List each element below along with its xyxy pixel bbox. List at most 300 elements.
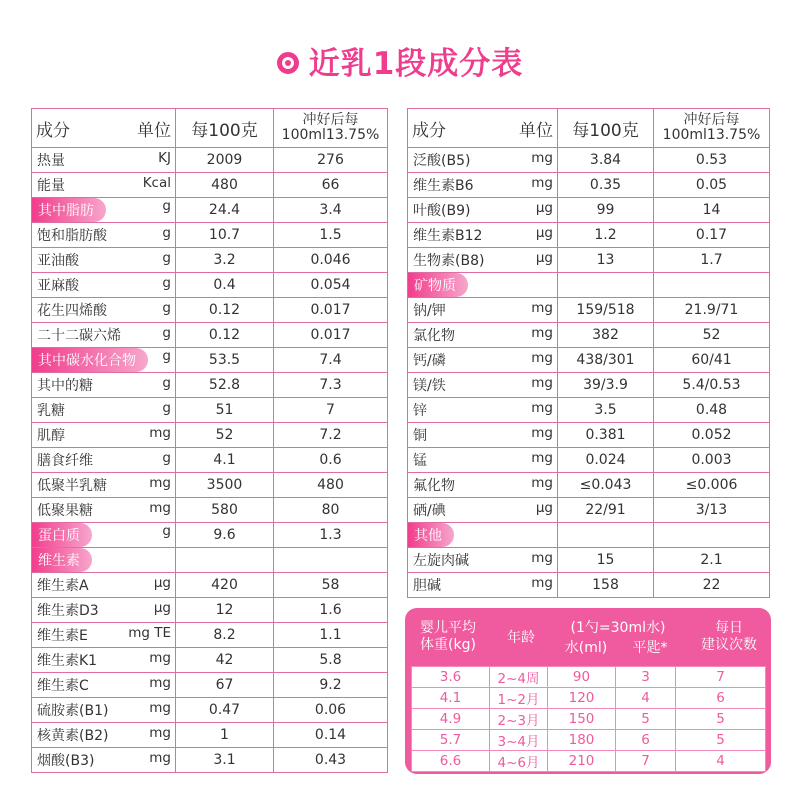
nutrient-name-text: 氯化物 (413, 328, 455, 344)
value-per-100ml: 1.3 (274, 523, 388, 548)
table-header-row (408, 109, 770, 148)
value-per-100ml: 14 (654, 198, 770, 223)
value-per-100g: 12 (176, 598, 274, 623)
value-per-100g: 39/3.9 (558, 373, 654, 398)
value-per-100g: 15 (558, 548, 654, 573)
nutrient-name-text: 热量 (37, 153, 65, 169)
value-per-100ml: 7.3 (274, 373, 388, 398)
nutrient-unit: mg (531, 575, 553, 591)
nutrient-name (32, 473, 176, 498)
nutrient-unit: g (162, 275, 171, 291)
value-per-100g: 159/518 (558, 298, 654, 323)
table-row (32, 573, 388, 598)
nutrient-name (32, 623, 176, 648)
value-per-100ml: 0.43 (274, 748, 388, 773)
feeding-age: 2~3月 (490, 709, 548, 730)
header-times (689, 620, 769, 654)
section-label (32, 348, 176, 373)
value-per-100ml: 21.9/71 (654, 298, 770, 323)
nutrient-unit: µg (153, 575, 171, 591)
nutrient-name (32, 648, 176, 673)
feeding-water: 120 (548, 688, 616, 709)
nutrient-unit: mg (149, 475, 171, 491)
nutrient-name-text: 维生素B12 (413, 228, 483, 244)
value-per-100g: 1 (176, 723, 274, 748)
nutrient-name-text: 胆碱 (413, 578, 441, 594)
value-per-100g: 0.12 (176, 298, 274, 323)
nutrient-name-text: 乳糖 (37, 403, 65, 419)
nutrient-name-text: 硒/碘 (413, 503, 446, 519)
table-row (32, 348, 388, 373)
nutrient-name-text: 核黄素(B2) (37, 728, 109, 744)
nutrient-name (32, 673, 176, 698)
feeding-weight: 6.6 (412, 751, 490, 772)
nutrient-name-text: 钙/磷 (413, 353, 446, 369)
nutrient-name (32, 573, 176, 598)
nutrient-unit: mg (149, 725, 171, 741)
nutrient-name-text: 膳食纤维 (37, 453, 93, 469)
nutrient-unit: mg (149, 750, 171, 766)
table-row (32, 273, 388, 298)
table-row (408, 298, 770, 323)
nutrient-unit: mg (149, 500, 171, 516)
feeding-age: 2~4周 (490, 667, 548, 688)
value-per-100ml: 0.003 (654, 448, 770, 473)
table-row (32, 198, 388, 223)
feeding-weight: 4.1 (412, 688, 490, 709)
nutrient-name-text: 铜 (413, 428, 427, 444)
value-per-100g: ≤0.043 (558, 473, 654, 498)
nutrient-unit: g (162, 523, 171, 539)
nutrient-unit: g (162, 400, 171, 416)
table-row (32, 748, 388, 773)
nutrient-unit: mg (531, 300, 553, 316)
value-per-100g: 67 (176, 673, 274, 698)
feeding-guide-panel (405, 608, 771, 774)
table-row (32, 548, 388, 573)
nutrient-name-text: 亚油酸 (37, 253, 79, 269)
nutrient-name (408, 548, 558, 573)
value-per-100ml: 3/13 (654, 498, 770, 523)
value-per-100ml (654, 273, 770, 298)
feeding-times: 5 (676, 730, 766, 751)
table-row (32, 398, 388, 423)
value-per-100ml: 1.1 (274, 623, 388, 648)
value-per-100g (176, 548, 274, 573)
table-row (412, 730, 766, 751)
section-label (408, 273, 558, 298)
nutrient-unit: mg (531, 450, 553, 466)
value-per-100g: 382 (558, 323, 654, 348)
header-times-line2: 建议次数 (701, 637, 757, 653)
value-per-100ml: 7.4 (274, 348, 388, 373)
header-name-unit-cell (32, 109, 176, 148)
table-row (408, 423, 770, 448)
table-row (408, 198, 770, 223)
value-per-100ml: 9.2 (274, 673, 388, 698)
header-prepared-line1: 冲好后每 (683, 112, 740, 128)
table-row (408, 473, 770, 498)
nutrient-name (408, 198, 558, 223)
feeding-times: 5 (676, 709, 766, 730)
header-unit: 单位 (519, 120, 553, 141)
nutrient-unit: mg (531, 550, 553, 566)
table-row (32, 298, 388, 323)
table-row (412, 667, 766, 688)
section-label (408, 523, 558, 548)
value-per-100g: 4.1 (176, 448, 274, 473)
nutrient-name-text: 低聚果糖 (37, 503, 93, 519)
value-per-100ml: 0.046 (274, 248, 388, 273)
nutrient-name (408, 298, 558, 323)
nutrient-name (32, 448, 176, 473)
section-pill: 其中脂肪 (32, 198, 106, 222)
nutrient-name-text: 氟化物 (413, 478, 455, 494)
nutrient-name (32, 248, 176, 273)
nutrient-name-text: 左旋肉碱 (413, 553, 469, 569)
value-per-100ml: 5.4/0.53 (654, 373, 770, 398)
header-prepared-line2: 100ml13.75% (281, 127, 380, 143)
nutrient-name (408, 248, 558, 273)
table-row (32, 498, 388, 523)
nutrient-unit: mg (149, 425, 171, 441)
nutrient-name (32, 173, 176, 198)
table-row (32, 148, 388, 173)
table-row (408, 373, 770, 398)
nutrient-name-text: 花生四烯酸 (37, 303, 107, 319)
nutrient-name (32, 223, 176, 248)
nutrient-name-text: 锰 (413, 453, 427, 469)
nutrient-name-text: 硫胺素(B1) (37, 703, 109, 719)
nutrient-name-text: 维生素K1 (37, 653, 98, 669)
value-per-100ml: 0.05 (654, 173, 770, 198)
value-per-100ml (654, 523, 770, 548)
nutrient-name (32, 273, 176, 298)
table-row (408, 273, 770, 298)
value-per-100g: 52.8 (176, 373, 274, 398)
nutrient-name-text: 钠/钾 (413, 303, 446, 319)
nutrient-unit: mg (149, 700, 171, 716)
value-per-100g: 580 (176, 498, 274, 523)
value-per-100ml: 0.17 (654, 223, 770, 248)
header-prepared-line2: 100ml13.75% (662, 127, 761, 143)
value-per-100ml: 276 (274, 148, 388, 173)
nutrient-unit: Kcal (142, 175, 171, 191)
nutrient-name-text: 泛酸(B5) (413, 153, 471, 169)
table-row (408, 223, 770, 248)
value-per-100ml: 1.7 (654, 248, 770, 273)
header-water: 水(ml) (564, 640, 608, 656)
nutrient-name-text: 烟酸(B3) (37, 753, 95, 769)
table-row (32, 323, 388, 348)
nutrient-unit: g (162, 250, 171, 266)
nutrient-name (32, 298, 176, 323)
nutrition-table-left (31, 108, 388, 773)
nutrient-name-text: 维生素C (37, 678, 89, 694)
value-per-100ml: 1.6 (274, 598, 388, 623)
feeding-times: 6 (676, 688, 766, 709)
table-row (32, 698, 388, 723)
nutrient-name (408, 473, 558, 498)
header-times-line1: 每日 (715, 620, 743, 636)
value-per-100g: 2009 (176, 148, 274, 173)
section-pill: 矿物质 (408, 273, 468, 297)
table-row (408, 148, 770, 173)
value-per-100g: 3.1 (176, 748, 274, 773)
header-per100g: 每100克 (558, 109, 654, 148)
feeding-age: 1~2月 (490, 688, 548, 709)
header-weight (409, 620, 487, 654)
value-per-100ml: 7.2 (274, 423, 388, 448)
value-per-100ml: 60/41 (654, 348, 770, 373)
nutrient-name-text: 亚麻酸 (37, 278, 79, 294)
nutrient-name (32, 398, 176, 423)
nutrient-unit: g (162, 348, 171, 364)
nutrient-unit: mg (531, 350, 553, 366)
value-per-100ml: 0.017 (274, 298, 388, 323)
value-per-100ml: 0.14 (274, 723, 388, 748)
header-weight-line2: 体重(kg) (420, 637, 476, 653)
value-per-100ml: 0.054 (274, 273, 388, 298)
section-pill: 其他 (408, 523, 454, 547)
value-per-100g: 158 (558, 573, 654, 598)
value-per-100g: 3500 (176, 473, 274, 498)
section-pill: 其中碳水化合物 (32, 348, 148, 372)
nutrient-name (32, 373, 176, 398)
feeding-age: 4~6月 (490, 751, 548, 772)
value-per-100g: 0.024 (558, 448, 654, 473)
nutrient-unit: mg (149, 650, 171, 666)
feeding-scoops: 3 (616, 667, 676, 688)
table-row (32, 373, 388, 398)
nutrient-unit: g (162, 225, 171, 241)
section-label (32, 523, 176, 548)
value-per-100ml: 0.06 (274, 698, 388, 723)
nutrient-unit: µg (535, 200, 553, 216)
nutrient-name (408, 148, 558, 173)
section-label (32, 198, 176, 223)
table-row (408, 248, 770, 273)
header-name-unit-cell (408, 109, 558, 148)
nutrient-name-text: 饱和脂肪酸 (37, 228, 107, 244)
header-age: 年龄 (507, 630, 535, 646)
header-prepared (274, 109, 388, 148)
nutrient-name (32, 598, 176, 623)
nutrient-name (408, 373, 558, 398)
table-row (408, 348, 770, 373)
table-row (32, 673, 388, 698)
nutrient-unit: g (162, 300, 171, 316)
table-row (408, 323, 770, 348)
page-title (0, 38, 800, 83)
feeding-water: 180 (548, 730, 616, 751)
value-per-100ml: 52 (654, 323, 770, 348)
nutrient-name (32, 323, 176, 348)
nutrient-name (408, 423, 558, 448)
nutrient-unit: mg (531, 425, 553, 441)
nutrient-name (32, 148, 176, 173)
nutrient-name (408, 348, 558, 373)
feeding-guide-table (411, 666, 766, 772)
header-weight-line1: 婴儿平均 (420, 620, 476, 636)
table-row (32, 623, 388, 648)
nutrient-unit: mg (149, 675, 171, 691)
value-per-100g: 0.4 (176, 273, 274, 298)
nutrient-unit: mg TE (128, 625, 171, 641)
nutrient-unit: mg (531, 475, 553, 491)
value-per-100g: 9.6 (176, 523, 274, 548)
value-per-100g (558, 523, 654, 548)
table-row (408, 573, 770, 598)
value-per-100g: 52 (176, 423, 274, 448)
feeding-scoops: 4 (616, 688, 676, 709)
nutrient-name-text: 维生素B6 (413, 178, 474, 194)
feeding-scoops: 6 (616, 730, 676, 751)
value-per-100ml: 0.53 (654, 148, 770, 173)
nutrient-name-text: 能量 (37, 178, 65, 194)
value-per-100g: 3.84 (558, 148, 654, 173)
header-scoop-note: (1勺=30ml水) (570, 620, 666, 636)
value-per-100ml: 66 (274, 173, 388, 198)
table-row (32, 248, 388, 273)
nutrient-name (32, 723, 176, 748)
value-per-100ml: 0.052 (654, 423, 770, 448)
nutrient-name-text: 叶酸(B9) (413, 203, 471, 219)
table-row (32, 723, 388, 748)
value-per-100g: 438/301 (558, 348, 654, 373)
table-row (32, 448, 388, 473)
feeding-water: 210 (548, 751, 616, 772)
nutrient-name (408, 498, 558, 523)
nutrient-unit: g (162, 375, 171, 391)
value-per-100ml: 1.5 (274, 223, 388, 248)
header-prepared (654, 109, 770, 148)
feeding-age: 3~4月 (490, 730, 548, 751)
nutrient-unit: mg (531, 150, 553, 166)
nutrient-unit: µg (153, 600, 171, 616)
table-row (408, 398, 770, 423)
nutrient-name (32, 698, 176, 723)
section-pill: 维生素 (32, 548, 92, 572)
value-per-100ml: 22 (654, 573, 770, 598)
value-per-100ml: 2.1 (654, 548, 770, 573)
circle-bullet-icon (277, 52, 299, 74)
table-row (32, 598, 388, 623)
nutrient-name-text: 低聚半乳糖 (37, 478, 107, 494)
nutrient-name (408, 398, 558, 423)
value-per-100ml: 480 (274, 473, 388, 498)
nutrient-unit: g (162, 325, 171, 341)
feeding-scoops: 7 (616, 751, 676, 772)
value-per-100g: 53.5 (176, 348, 274, 373)
feeding-scoops: 5 (616, 709, 676, 730)
nutrient-unit: g (162, 198, 171, 214)
value-per-100g: 99 (558, 198, 654, 223)
nutrient-name (408, 323, 558, 348)
nutrient-unit: µg (535, 225, 553, 241)
right-body (408, 148, 770, 598)
value-per-100g: 3.2 (176, 248, 274, 273)
feeding-weight: 5.7 (412, 730, 490, 751)
header-name: 成分 (36, 120, 70, 141)
section-label (32, 548, 176, 573)
table-row (408, 448, 770, 473)
table-row (408, 548, 770, 573)
value-per-100ml: ≤0.006 (654, 473, 770, 498)
value-per-100ml: 0.017 (274, 323, 388, 348)
value-per-100g: 8.2 (176, 623, 274, 648)
left-body (32, 148, 388, 773)
nutrient-name-text: 其中的糖 (37, 378, 93, 394)
header-per100g: 每100克 (176, 109, 274, 148)
value-per-100ml: 0.48 (654, 398, 770, 423)
table-row (32, 648, 388, 673)
nutrient-name (408, 573, 558, 598)
header-unit: 单位 (137, 120, 171, 141)
table-header-row (32, 109, 388, 148)
nutrient-unit: KJ (158, 150, 171, 166)
value-per-100ml (274, 548, 388, 573)
table-row (32, 423, 388, 448)
value-per-100ml: 5.8 (274, 648, 388, 673)
nutrient-name-text: 二十二碳六烯 (37, 328, 121, 344)
nutrient-name (408, 448, 558, 473)
value-per-100ml: 0.6 (274, 448, 388, 473)
value-per-100g: 0.381 (558, 423, 654, 448)
value-per-100g: 51 (176, 398, 274, 423)
nutrient-name-text: 维生素A (37, 578, 89, 594)
value-per-100ml: 7 (274, 398, 388, 423)
value-per-100g: 22/91 (558, 498, 654, 523)
header-scoops: 平匙* (632, 640, 668, 656)
value-per-100g (558, 273, 654, 298)
nutrient-name-text: 镁/铁 (413, 378, 446, 394)
feeding-times: 7 (676, 667, 766, 688)
nutrient-name-text: 肌醇 (37, 428, 65, 444)
nutrient-name (32, 748, 176, 773)
nutrient-unit: g (162, 450, 171, 466)
nutrition-table-right (407, 108, 770, 598)
header-prepared-line1: 冲好后每 (302, 112, 359, 128)
feeding-water: 90 (548, 667, 616, 688)
value-per-100g: 3.5 (558, 398, 654, 423)
feeding-weight: 4.9 (412, 709, 490, 730)
value-per-100g: 24.4 (176, 198, 274, 223)
header-name: 成分 (412, 120, 446, 141)
nutrient-unit: mg (531, 375, 553, 391)
nutrient-name-text: 生物素(B8) (413, 253, 485, 269)
nutrient-name-text: 维生素D3 (37, 603, 99, 619)
nutrient-name (408, 173, 558, 198)
table-row (412, 709, 766, 730)
section-pill: 蛋白质 (32, 523, 92, 547)
value-per-100g: 13 (558, 248, 654, 273)
value-per-100g: 1.2 (558, 223, 654, 248)
value-per-100ml: 80 (274, 498, 388, 523)
nutrient-unit: µg (535, 250, 553, 266)
nutrient-name (32, 423, 176, 448)
feeding-times: 4 (676, 751, 766, 772)
table-row (32, 173, 388, 198)
nutrient-name (408, 223, 558, 248)
feeding-water: 150 (548, 709, 616, 730)
nutrient-name (32, 498, 176, 523)
nutrient-unit: mg (531, 325, 553, 341)
value-per-100ml: 3.4 (274, 198, 388, 223)
table-row (412, 688, 766, 709)
nutrient-unit: mg (531, 400, 553, 416)
table-row (408, 523, 770, 548)
